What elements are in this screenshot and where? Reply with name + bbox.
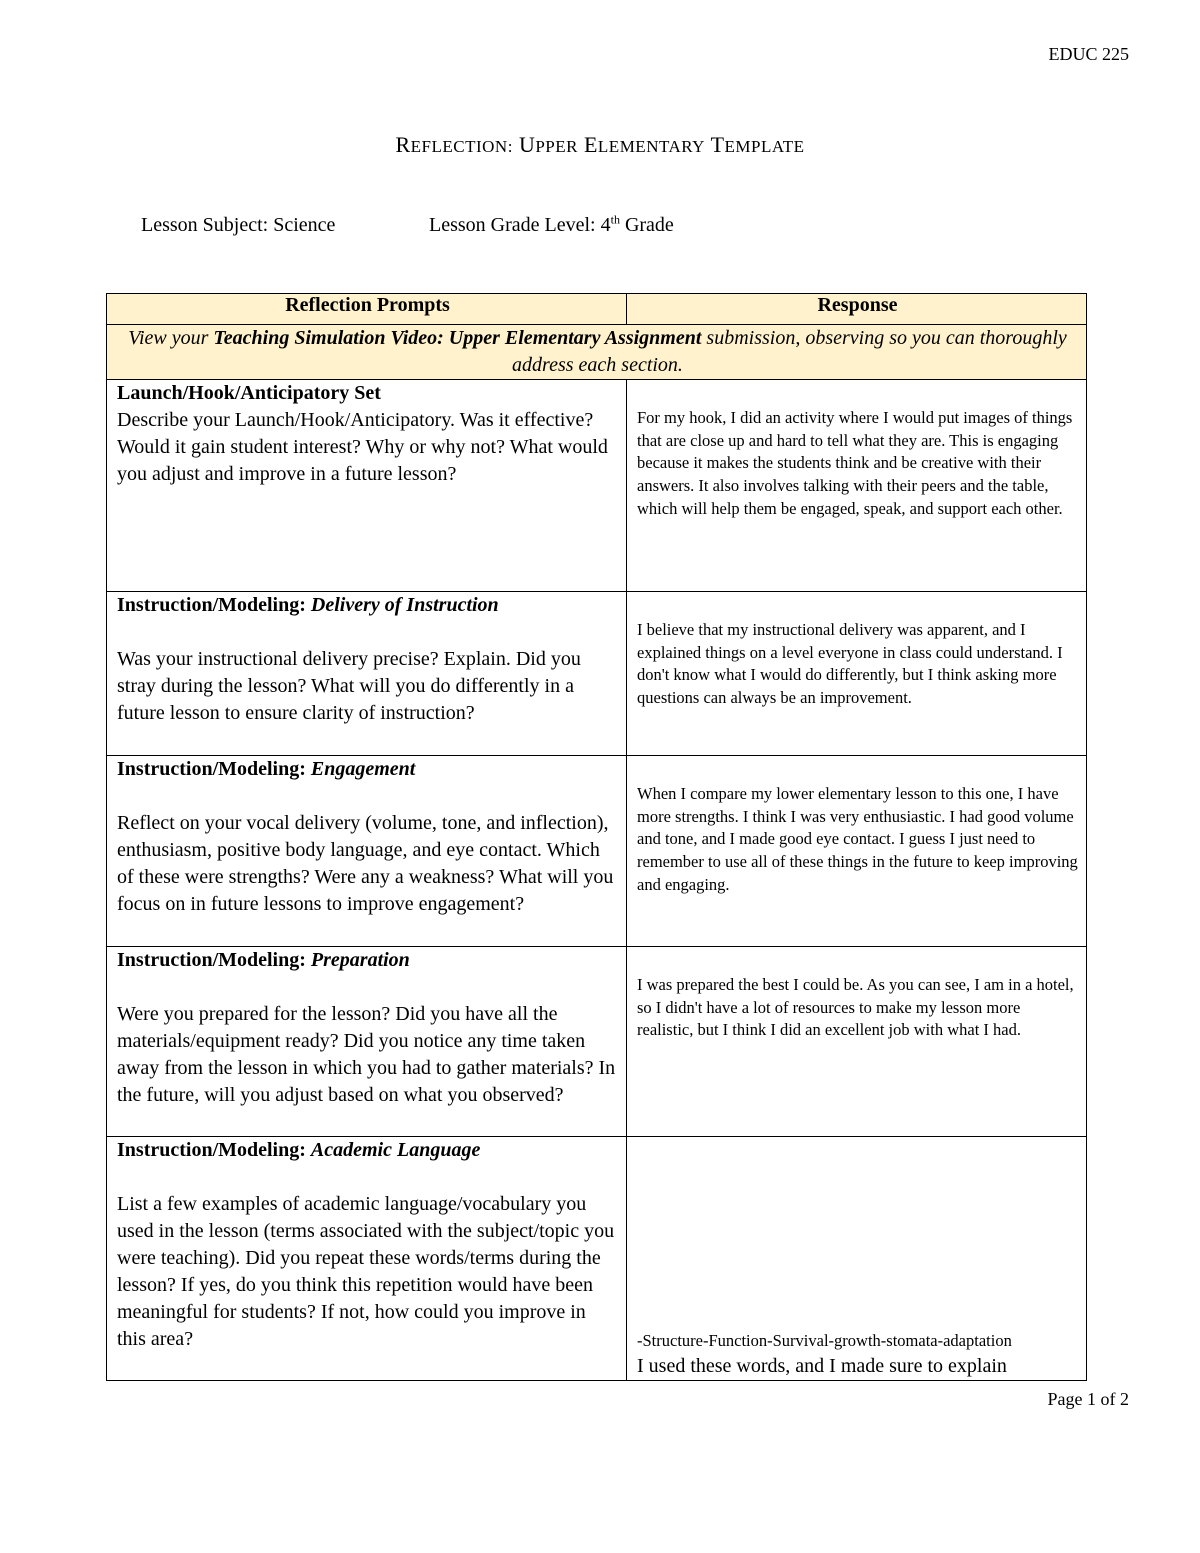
lesson-grade-level: Lesson Grade Level: 4th Grade: [429, 212, 674, 236]
prompt-title: Instruction/Modeling: Engagement: [117, 758, 416, 780]
course-code: EDUC 225: [1048, 44, 1129, 64]
response-text: I believe that my instructional delivery was apparent, and I explained things on a level everyone in class could understand. I don't know what I would do differently, but I think asking more questions can always be an improvement.: [637, 620, 1063, 708]
response-cell: [627, 756, 1087, 947]
response-cell: [627, 947, 1087, 1137]
prompt-cell: [107, 1137, 627, 1381]
prompt-text: Describe your Launch/Hook/Anticipatory. Was it effective? Would it gain student interest? Why or why not? What would you adjust and improve in a future lesson?: [117, 409, 608, 485]
response-text: I was prepared the best I could be. As you can see, I am in a hotel, so I didn't have a lot of resources to make my lesson more realistic, but I think I did an excellent job with what I had.: [637, 975, 1074, 1040]
table-row: [107, 592, 1087, 756]
response-cell: [627, 380, 1087, 592]
document-title: REFLECTION: UPPER ELEMENTARY TEMPLATE: [395, 132, 805, 157]
table-row: [107, 947, 1087, 1137]
table-row: [107, 756, 1087, 947]
prompt-title: Instruction/Modeling: Preparation: [117, 949, 410, 971]
column-header-prompts: Reflection Prompts: [107, 294, 627, 325]
prompt-cell: [107, 756, 627, 947]
response-text: When I compare my lower elementary lesson to this one, I have more strengths. I think I was very enthusiastic. I had good volume and tone, and I made good eye contact. I guess I just need to remember to use all of these things in the future to keep improving and engaging.: [637, 784, 1078, 894]
prompt-title: Instruction/Modeling: Delivery of Instruction: [117, 594, 499, 616]
response-vocabulary: -Structure-Function-Survival-growth-stomata-adaptation: [637, 1331, 1012, 1351]
prompt-title: Instruction/Modeling: Academic Language: [117, 1139, 481, 1161]
table-header-row: [107, 294, 1087, 325]
prompt-text: Reflect on your vocal delivery (volume, tone, and inflection), enthusiasm, positive body language, and eye contact. Which of these were strengths? Were any a weakness? What will you focus on in future lessons to improve engagement?: [117, 812, 614, 915]
table-row: [107, 1137, 1087, 1381]
prompt-cell: [107, 947, 627, 1137]
prompt-text: List a few examples of academic language/vocabulary you used in the lesson (terms associated with the subject/topic you were teaching). Did you repeat these words/terms during the lesson? If yes, do you think this repetition would have been meaningful for students? If not, how could you improve in this area?: [117, 1193, 615, 1350]
table-row: [107, 380, 1087, 592]
response-cell: [627, 1137, 1087, 1381]
prompt-title: Launch/Hook/Anticipatory Set: [117, 382, 381, 404]
prompt-cell: [107, 380, 627, 592]
lesson-subject: Lesson Subject: Science: [141, 214, 336, 236]
response-text: For my hook, I did an activity where I would put images of things that are close up and hard to tell what they are. This is engaging because it makes the students think and be creative with their answers. It also involves talking with their peers and the table, which will help them be engaged, speak, and support each other.: [637, 408, 1073, 518]
instruction-text: View your Teaching Simulation Video: Upper Elementary Assignment submission, observing so you can thoroughly address each section.: [107, 325, 1087, 380]
instruction-row: [107, 325, 1087, 380]
page-number: Page 1 of 2: [1047, 1389, 1129, 1409]
column-header-response: Response: [627, 294, 1087, 325]
prompt-text: Were you prepared for the lesson? Did you have all the materials/equipment ready? Did you notice any time taken away from the lesson in which you had to gather materials? In the future, will you adjust based on what you observed?: [117, 1003, 616, 1106]
response-cell: [627, 592, 1087, 756]
reflection-table: [106, 293, 1087, 1381]
response-text: I used these words, and I made sure to explain: [637, 1355, 1007, 1377]
prompt-text: Was your instructional delivery precise? Explain. Did you stray during the lesson? What will you do differently in a future lesson to ensure clarity of instruction?: [117, 648, 581, 724]
prompt-cell: [107, 592, 627, 756]
